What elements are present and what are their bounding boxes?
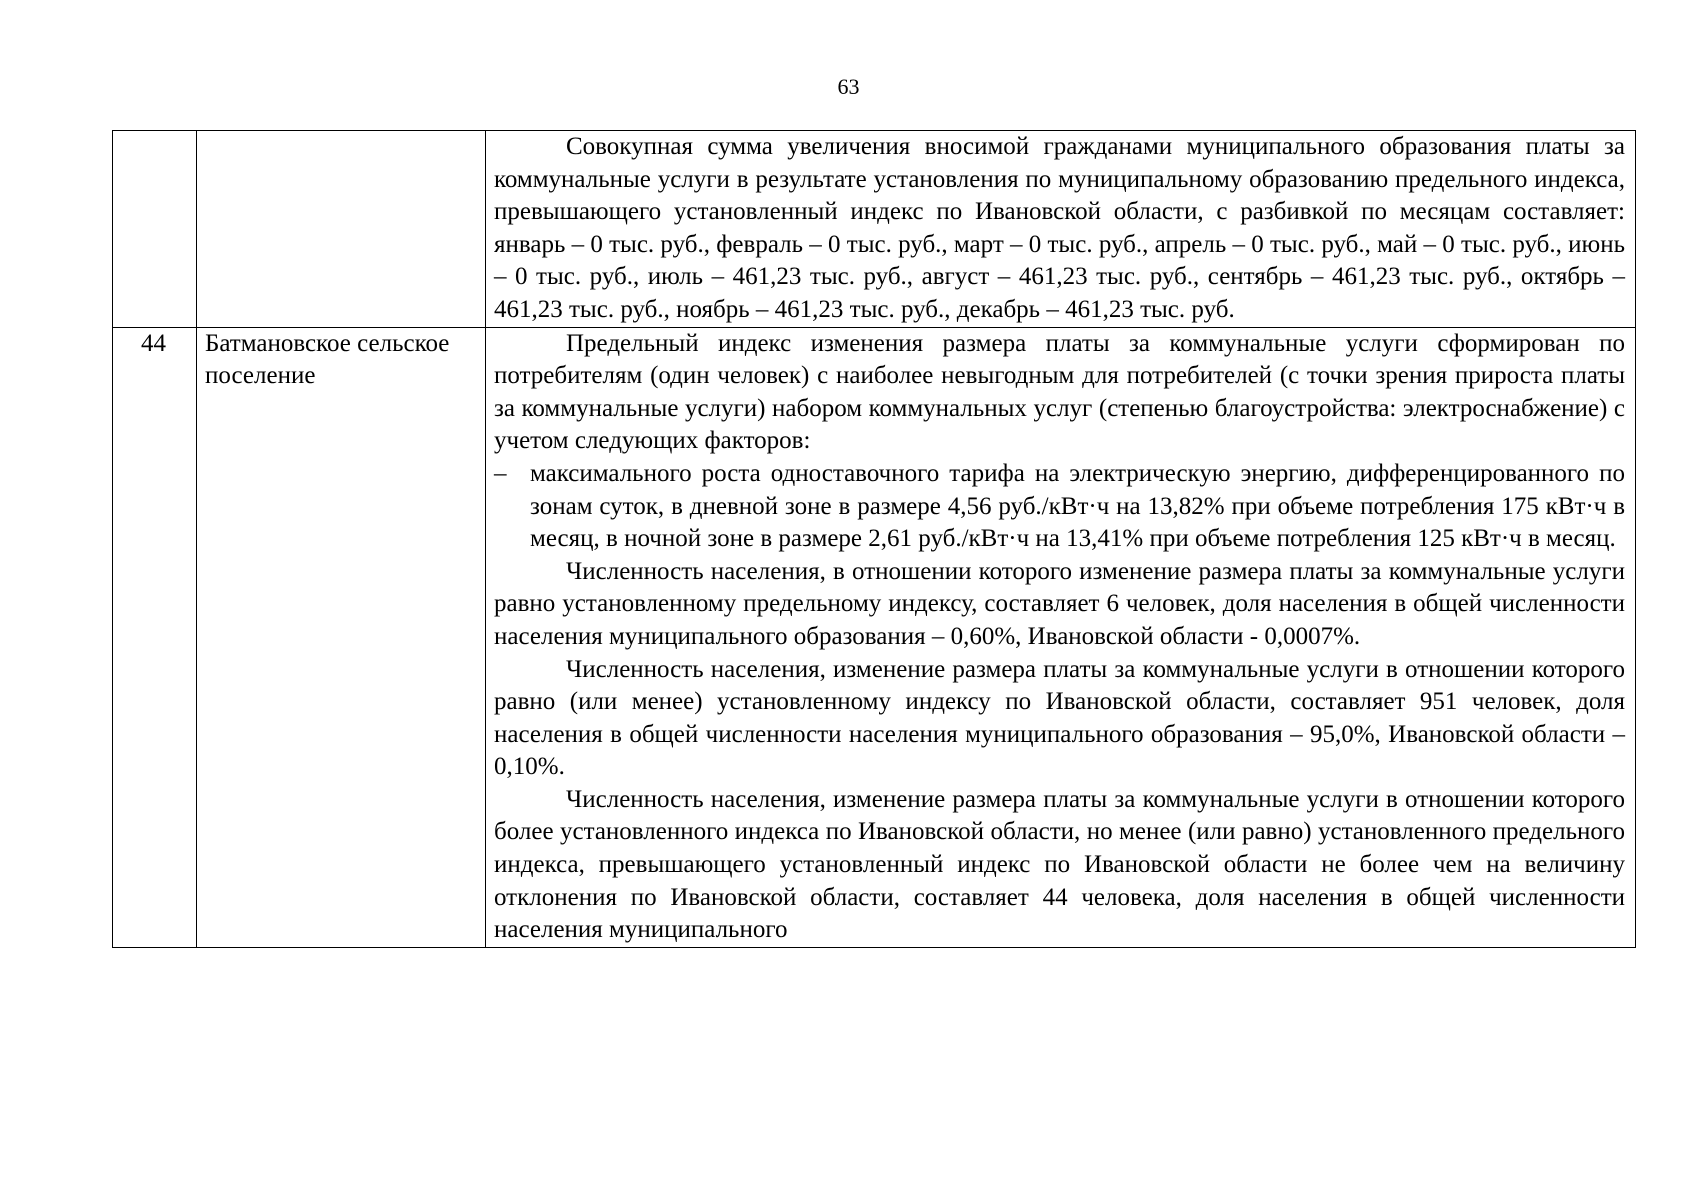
row-number-cell xyxy=(113,131,197,328)
municipality-name-cell xyxy=(197,131,486,328)
page-number: 63 xyxy=(837,74,860,99)
dash-bullet: – xyxy=(494,459,507,487)
table-row xyxy=(113,327,1636,947)
description-cell xyxy=(486,131,1636,328)
population-above-paragraph: Численность населения, изменение размера платы за коммунальные услуги в отношении которого более установленного индекса по Ивановской области, но менее (или равно) установленного предельного индекса, превышающего установленный индекс по Ивановской области не более чем на величину отклонения по Ивановской области, составляет 44 человека, доля населения в общей численности населения муниципального xyxy=(494,785,1625,944)
table-row xyxy=(113,131,1636,328)
description-cell xyxy=(486,327,1636,947)
total-increase-paragraph: Совокупная сумма увеличения вносимой гражданами муниципального образования платы за коммунальные услуги в результате установления по муниципальному образованию предельного индекса, превышающего установленный индекс по Ивановской области, с разбивкой по месяцам составляет: январь – 0 тыс. руб., февраль – 0 тыс. руб., март – 0 тыс. руб., апрель – 0 тыс. руб., май – 0 тыс. руб., июнь – 0 тыс. руб., июль – 461,23 тыс. руб., август – 461,23 тыс. руб., сентябрь – 461,23 тыс. руб., октябрь – 461,23 тыс. руб., ноябрь – 461,23 тыс. руб., декабрь – 461,23 тыс. руб. xyxy=(494,133,1625,323)
municipal-index-table xyxy=(112,130,1636,948)
index-intro-paragraph: Предельный индекс изменения размера платы за коммунальные услуги сформирован по потребителям (один человек) с наиболее невыгодным для потребителей (с точки зрения прироста платы за коммунальные услуги) набором коммунальных услуг (степенью благоустройства: электроснабжение) с учетом следующих факторов: xyxy=(494,329,1625,455)
population-equal-paragraph: Численность населения, в отношении которого изменение размера платы за коммунальные услуги равно установленному предельному индексу, составляет 6 человек, доля населения в общей численности населения муниципального образования – 0,60%, Ивановской области - 0,0007%. xyxy=(494,557,1625,650)
municipality-name-cell: Батмановское сельское поселение xyxy=(197,327,486,947)
population-below-paragraph: Численность населения, изменение размера платы за коммунальные услуги в отношении которого равно (или менее) установленному индексу по Ивановской области, составляет 951 человек, доля населения в общей численности населения муниципального образования – 95,0%, Ивановской области – 0,10%. xyxy=(494,655,1625,781)
tariff-factor-item xyxy=(494,458,1625,556)
tariff-factor-text: максимального роста одноставочного тарифа на электрическую энергию, дифференцированного по зонам суток, в дневной зоне в размере 4,56 руб./кВт·ч на 13,82% при объеме потребления 175 кВт·ч в месяц, в ночной зоне в размере 2,61 руб./кВт·ч на 13,41% при объеме потребления 125 кВт·ч в месяц. xyxy=(530,459,1625,553)
row-number-cell: 44 xyxy=(113,327,197,947)
